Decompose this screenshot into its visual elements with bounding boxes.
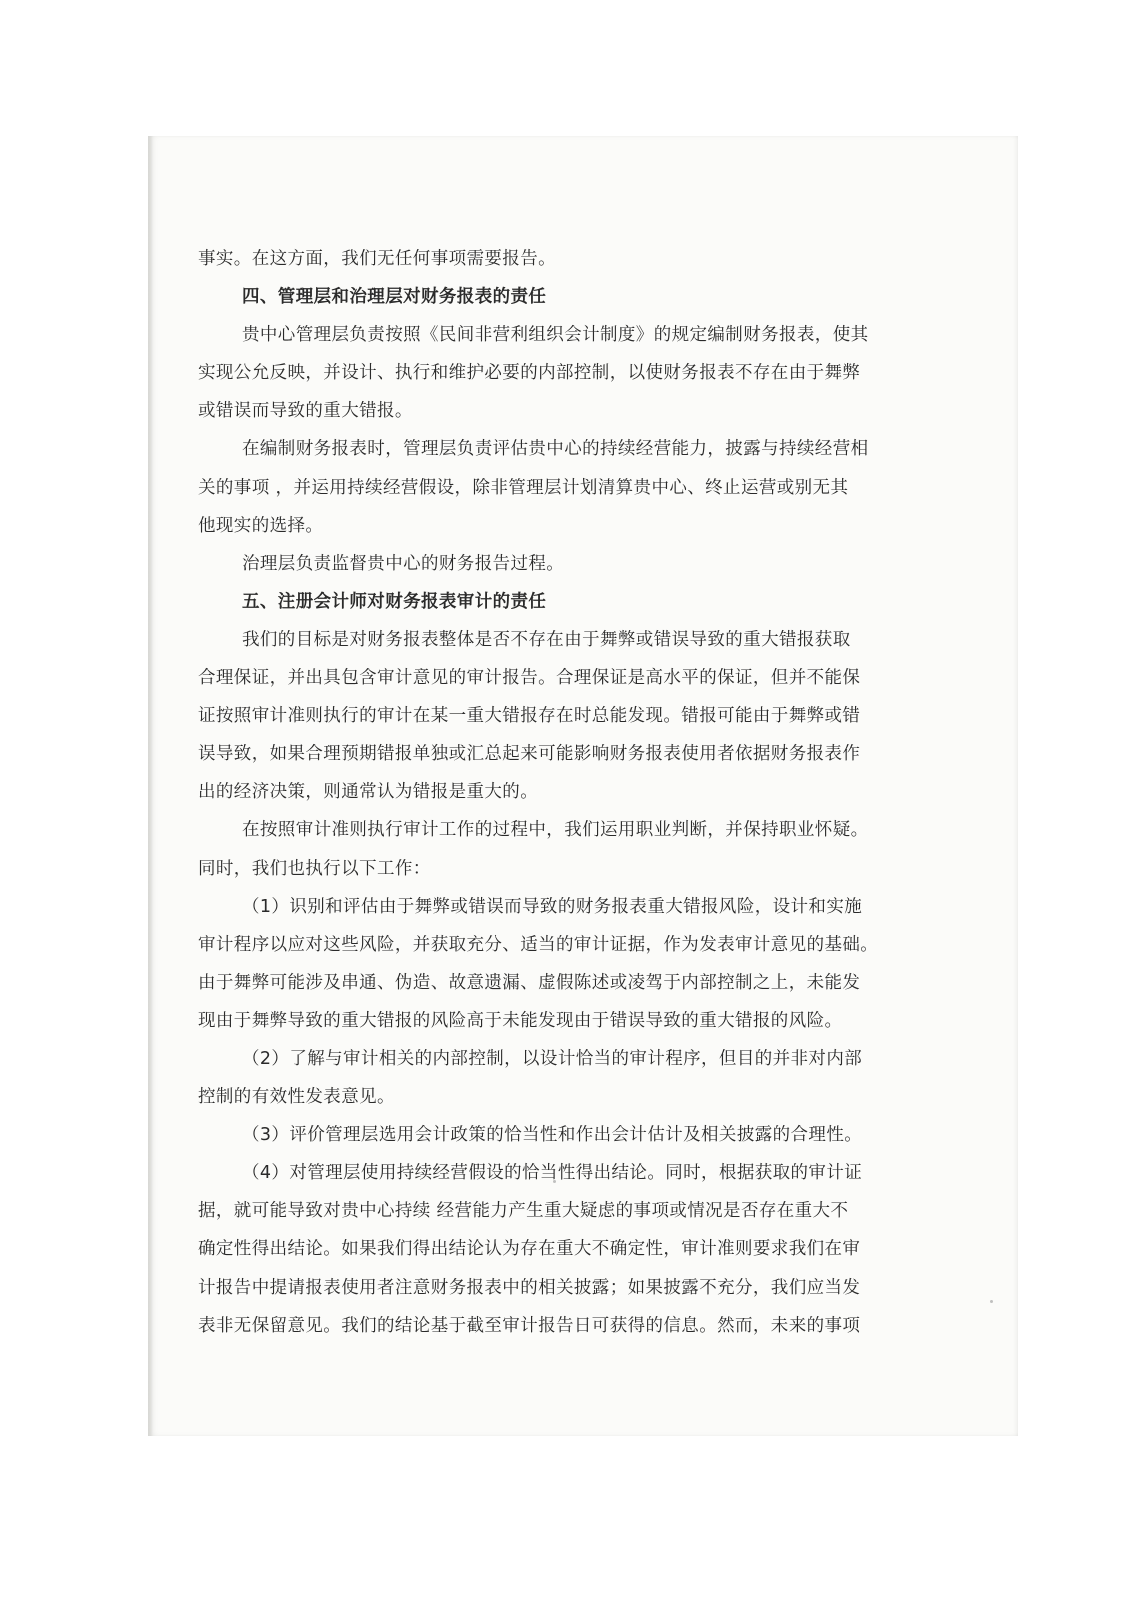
list-item-line: 现由于舞弊导致的重大错报的风险高于未能发现由于错误导致的重大错报的风险。 xyxy=(198,1010,843,1031)
paragraph-line: 实现公允反映，并设计、执行和维护必要的内部控制，以使财务报表不存在由于舞弊 xyxy=(198,363,861,384)
paragraph-line: 误导致，如果合理预期错报单独或汇总起来可能影响财务报表使用者依据财务报表作 xyxy=(198,744,861,765)
list-item-line: 控制的有效性发表意见。 xyxy=(198,1087,395,1108)
list-item-line: （4）对管理层使用持续经营假设的恰当性得出结论。同时，根据获取的审计证 xyxy=(242,1163,863,1184)
section-heading: 五、注册会计师对财务报表审计的责任 xyxy=(242,591,547,612)
paragraph-line: 贵中心管理层负责按照《民间非营利组织会计制度》的规定编制财务报表，使其 xyxy=(242,325,869,346)
list-item-line: 由于舞弊可能涉及串通、伪造、故意遗漏、虚假陈述或凌驾于内部控制之上，未能发 xyxy=(198,972,861,993)
list-item-line: 表非无保留意见。我们的结论基于截至审计报告日可获得的信息。然而，未来的事项 xyxy=(198,1315,861,1336)
section-heading: 四、管理层和治理层对财务报表的责任 xyxy=(242,287,547,308)
list-item-line: 计报告中提请报表使用者注意财务报表中的相关披露；如果披露不充分，我们应当发 xyxy=(198,1277,861,1298)
list-item-line: （3）评价管理层选用会计政策的恰当性和作出会计估计及相关披露的合理性。 xyxy=(242,1125,863,1146)
list-item-line: （2）了解与审计相关的内部控制，以设计恰当的审计程序，但目的并非对内部 xyxy=(242,1048,863,1069)
document-body xyxy=(198,240,910,1345)
paragraph-line: 治理层负责监督贵中心的财务报告过程。 xyxy=(242,553,565,574)
paragraph-line: 关的事项 ，并运用持续经营假设，除非管理层计划清算贵中心、终止运营或别无其 xyxy=(198,477,849,498)
list-item-line: 审计程序以应对这些风险，并获取充分、适当的审计证据，作为发表审计意见的基础。 xyxy=(198,934,879,955)
paragraph-line: 在编制财务报表时，管理层负责评估贵中心的持续经营能力，披露与持续经营相 xyxy=(242,439,869,460)
paragraph-line: 或错误而导致的重大错报。 xyxy=(198,401,413,422)
paragraph-line: 出的经济决策，则通常认为错报是重大的。 xyxy=(198,782,539,803)
list-item-line: 据，就可能导致对贵中心持续 经营能力产生重大疑虑的事项或情况是否存在重大不 xyxy=(198,1201,849,1222)
list-item-line: 确定性得出结论。如果我们得出结论认为存在重大不确定性，审计准则要求我们在审 xyxy=(198,1239,861,1260)
paragraph-line: 同时，我们也执行以下工作： xyxy=(198,858,431,879)
paragraph-line: 在按照审计准则执行审计工作的过程中，我们运用职业判断，并保持职业怀疑。 xyxy=(242,820,869,841)
paragraph-line: 合理保证，并出具包含审计意见的审计报告。合理保证是高水平的保证，但并不能保 xyxy=(198,668,861,689)
paragraph-line: 证按照审计准则执行的审计在某一重大错报存在时总能发现。错报可能由于舞弊或错 xyxy=(198,706,861,727)
paragraph-line: 我们的目标是对财务报表整体是否不存在由于舞弊或错误导致的重大错报获取 xyxy=(242,629,851,650)
paragraph-line: 他现实的选择。 xyxy=(198,515,324,536)
paragraph-line: 事实。在这方面，我们无任何事项需要报告。 xyxy=(198,249,556,269)
scan-speck xyxy=(990,1300,993,1303)
list-item-line: （1）识别和评估由于舞弊或错误而导致的财务报表重大错报风险，设计和实施 xyxy=(242,896,863,917)
